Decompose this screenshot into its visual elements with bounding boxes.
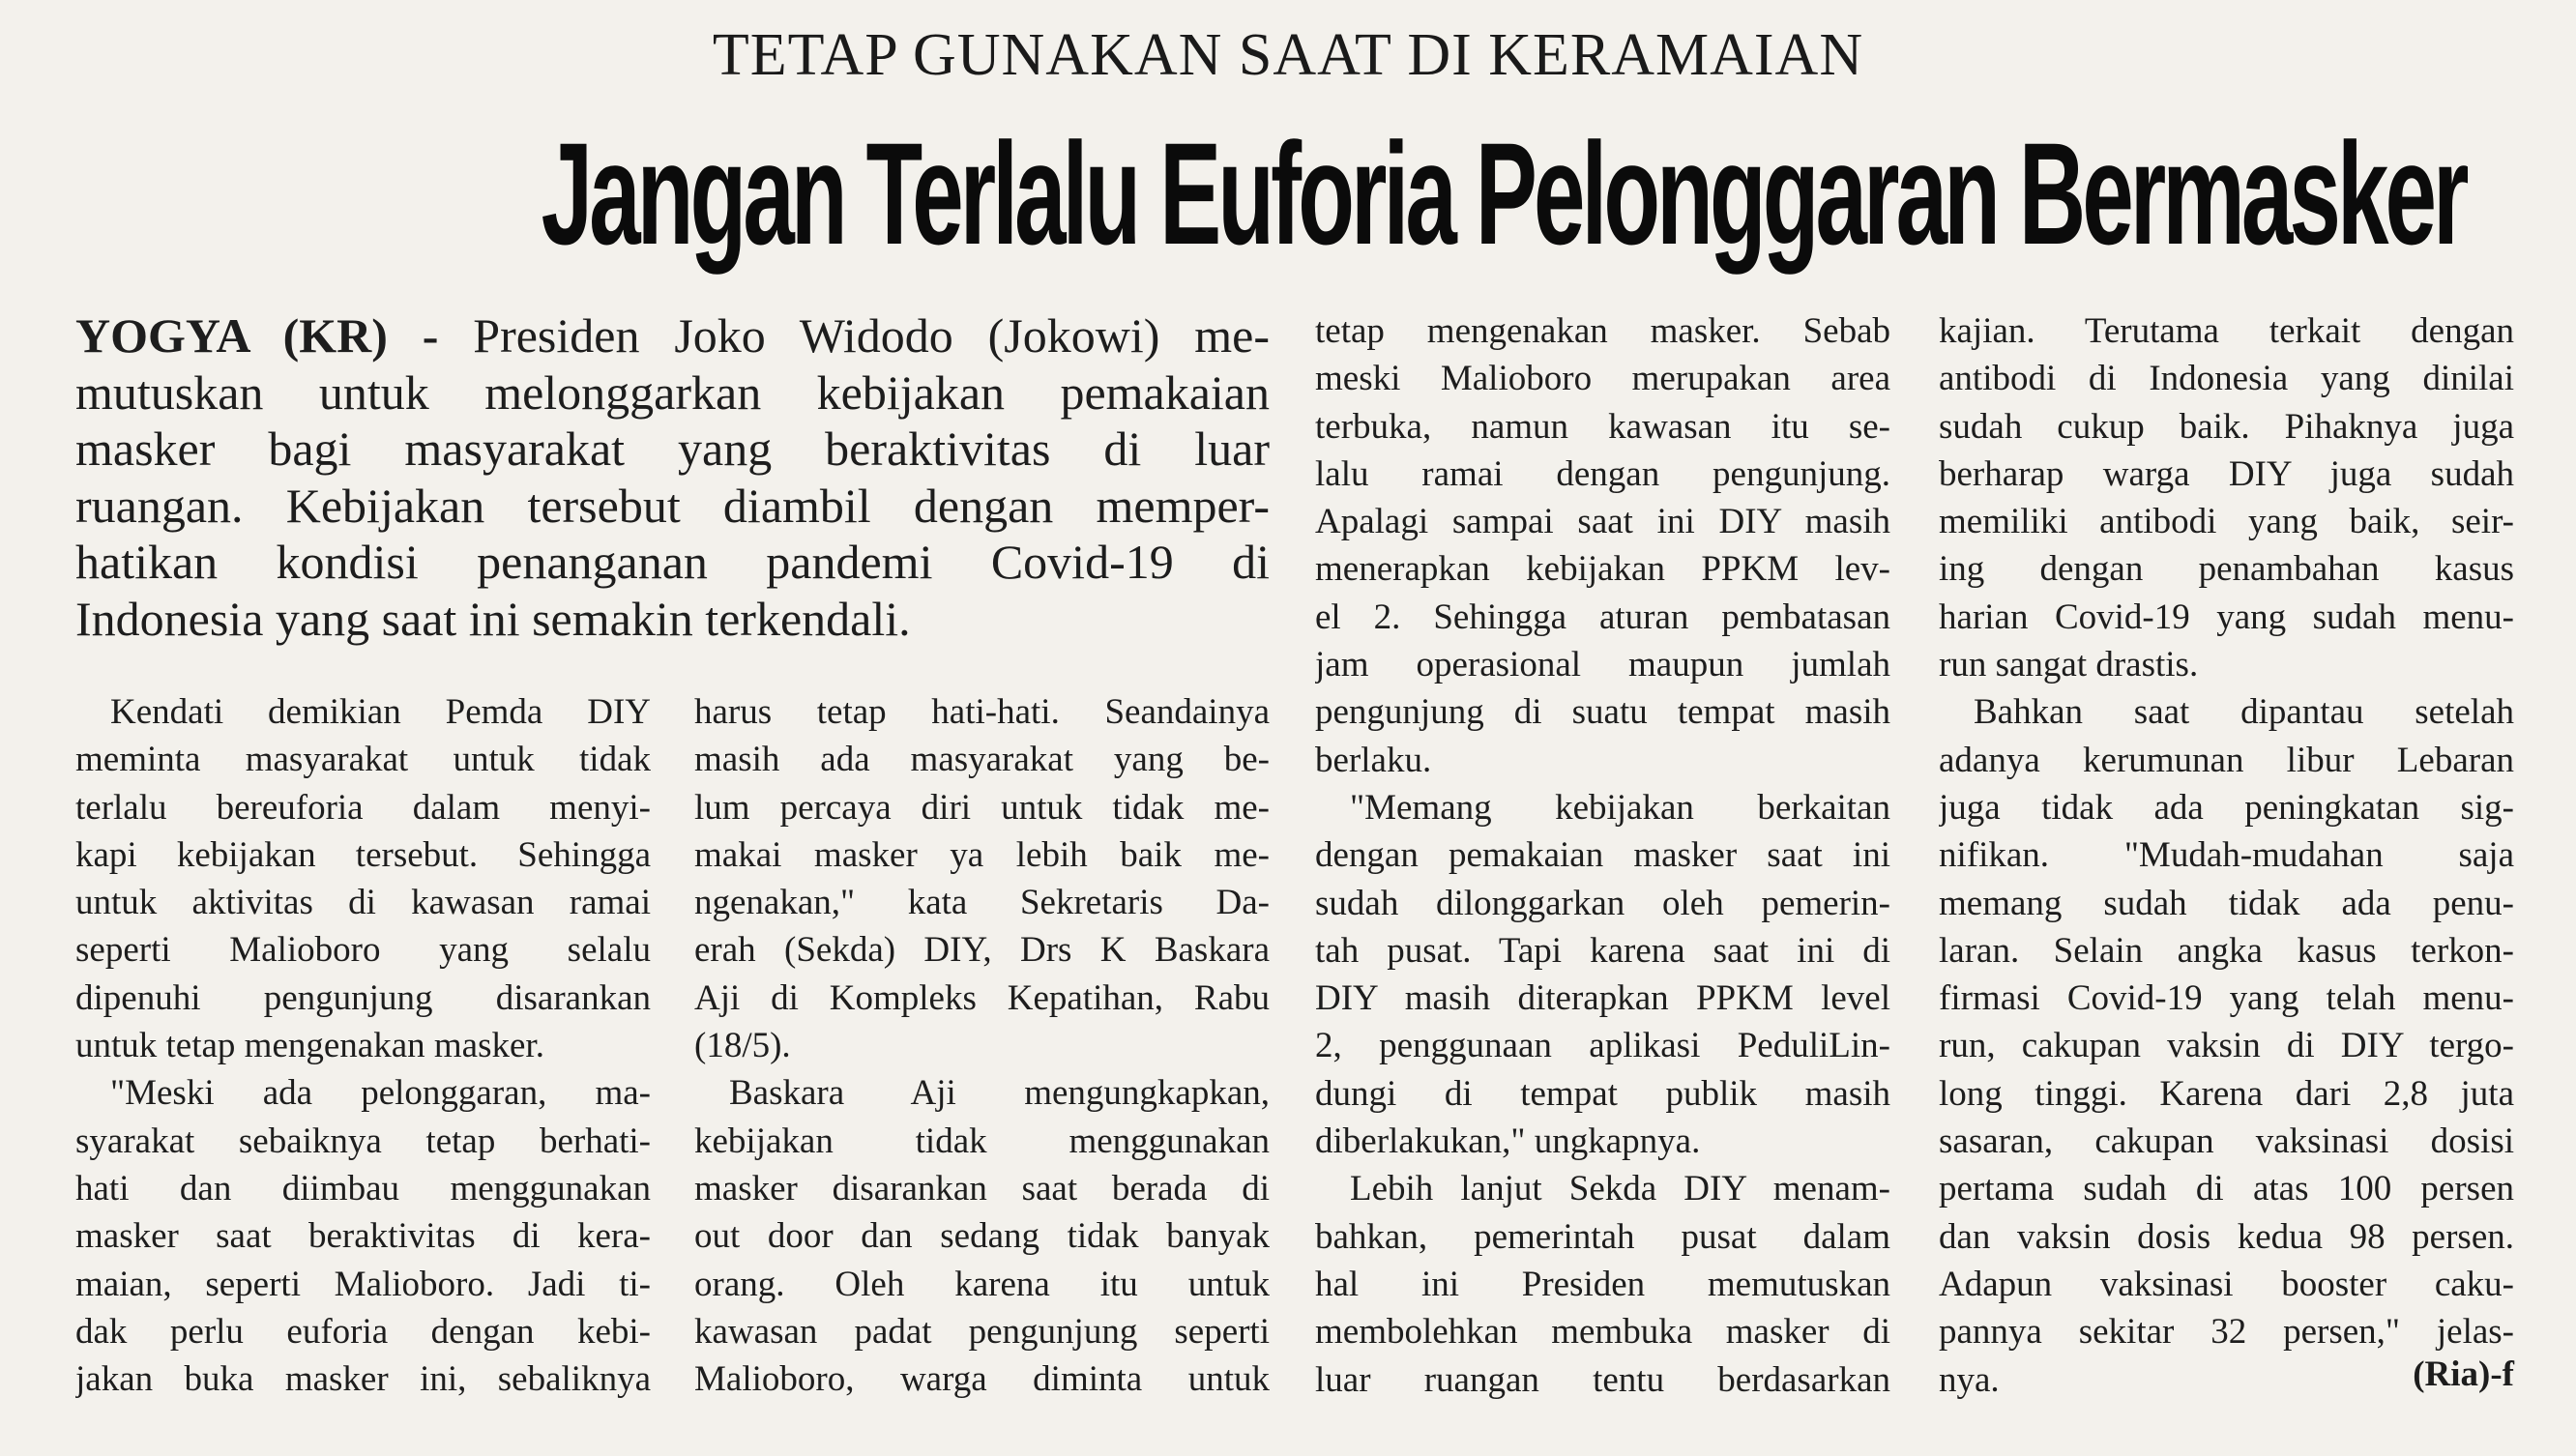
text-line: makai masker ya lebih baik me- bbox=[694, 834, 1270, 875]
text-line: Apalagi sampai saat ini DIY masih bbox=[1315, 502, 1890, 542]
text-line: Baskara Aji mengungkapkan, bbox=[729, 1073, 1270, 1114]
text-line: membolehkan membuka masker di bbox=[1315, 1312, 1890, 1353]
text-line: berharap warga DIY juga sudah bbox=[1939, 453, 2514, 494]
text-line: hal ini Presiden memutuskan bbox=[1315, 1264, 1890, 1304]
text-line: terbuka, namun kawasan itu se- bbox=[1315, 406, 1890, 447]
text-line: ing dengan penambahan kasus bbox=[1939, 549, 2514, 590]
text-line: seperti Malioboro yang selalu bbox=[75, 930, 651, 971]
text-line: dan vaksin dosis kedua 98 persen. bbox=[1939, 1216, 2514, 1257]
column-2 bbox=[694, 688, 1270, 1403]
text-line: out door dan sedang tidak banyak bbox=[694, 1216, 1270, 1257]
text-line: laran. Selain angka kasus terkon- bbox=[1939, 930, 2514, 971]
text-line: juga tidak ada peningkatan sig- bbox=[1939, 787, 2514, 828]
text-line: antibodi di Indonesia yang dinilai bbox=[1939, 359, 2514, 399]
text-line: untuk aktivitas di kawasan ramai bbox=[75, 883, 651, 923]
text-line: adanya kerumunan libur Lebaran bbox=[1939, 740, 2514, 780]
text-line: "Meski ada pelonggaran, ma- bbox=[110, 1073, 651, 1114]
text-line: harus tetap hati-hati. Seandainya bbox=[694, 692, 1270, 732]
text-line: "Memang kebijakan berkaitan bbox=[1350, 787, 1890, 828]
text-line: luar ruangan tentu berdasarkan bbox=[1315, 1359, 1890, 1400]
lead-line bbox=[75, 307, 1270, 364]
text-line: bahkan, pemerintah pusat dalam bbox=[1315, 1216, 1890, 1257]
byline-signoff: (Ria)-f bbox=[2413, 1354, 2514, 1394]
text-line: masker saat beraktivitas di kera- bbox=[75, 1216, 651, 1257]
text-line: lalu ramai dengan pengunjung. bbox=[1315, 453, 1890, 494]
text-line: run, cakupan vaksin di DIY tergo- bbox=[1939, 1026, 2514, 1066]
text-line: Aji di Kompleks Kepatihan, Rabu bbox=[694, 977, 1270, 1018]
text-line: kajian. Terutama terkait dengan bbox=[1939, 311, 2514, 351]
text-line: 2, penggunaan aplikasi PeduliLin- bbox=[1315, 1026, 1890, 1066]
lead-line: Indonesia yang saat ini semakin terkendali. bbox=[75, 591, 911, 646]
column-3 bbox=[1315, 307, 1890, 1404]
text-line: nifikan. "Mudah-mudahan saja bbox=[1939, 835, 2514, 876]
text-line: diberlakukan," ungkapnya. bbox=[1315, 1121, 1701, 1162]
dateline: YOGYA (KR) - bbox=[75, 308, 439, 363]
text-line: kawasan padat pengunjung seperti bbox=[694, 1311, 1270, 1352]
lead-line: ruangan. Kebijakan tersebut diambil dengan memper- bbox=[75, 478, 1270, 533]
text-line: Adapun vaksinasi booster caku- bbox=[1939, 1264, 2514, 1304]
text-line: sasaran, cakupan vaksinasi dosisi bbox=[1939, 1121, 2514, 1162]
text-line: syarakat sebaiknya tetap berhati- bbox=[75, 1121, 651, 1161]
text-line: Malioboro, warga diminta untuk bbox=[694, 1359, 1270, 1400]
column-4 bbox=[1939, 307, 2514, 1404]
text-line: masker disarankan saat berada di bbox=[694, 1168, 1270, 1208]
text-line: kebijakan tidak menggunakan bbox=[694, 1121, 1270, 1161]
text-line: orang. Oleh karena itu untuk bbox=[694, 1264, 1270, 1304]
text-line: meminta masyarakat untuk tidak bbox=[75, 740, 651, 780]
text-line: pengunjung di suatu tempat masih bbox=[1315, 692, 1890, 733]
text-line: Kendati demikian Pemda DIY bbox=[110, 692, 651, 732]
text-line: (18/5). bbox=[694, 1026, 791, 1066]
text-line: long tinggi. Karena dari 2,8 juta bbox=[1939, 1073, 2514, 1114]
headline bbox=[0, 106, 2576, 280]
text-line: dak perlu euforia dengan kebi- bbox=[75, 1311, 651, 1352]
text-line: erah (Sekda) DIY, Drs K Baskara bbox=[694, 930, 1270, 971]
text-line: sudah cukup baik. Pihaknya juga bbox=[1939, 406, 2514, 447]
text-line: tetap mengenakan masker. Sebab bbox=[1315, 311, 1890, 351]
text-line: nya. bbox=[1939, 1359, 2000, 1400]
text-line: ngenakan," kata Sekretaris Da- bbox=[694, 883, 1270, 923]
text-line: Bahkan saat dipantau setelah bbox=[1974, 692, 2514, 733]
text-line: firmasi Covid-19 yang telah menu- bbox=[1939, 978, 2514, 1019]
text-line: sudah dilonggarkan oleh pemerin- bbox=[1315, 883, 1890, 923]
column-1 bbox=[75, 688, 651, 1403]
text-line: memiliki antibodi yang baik, seir- bbox=[1939, 502, 2514, 542]
text-line: pertama sudah di atas 100 persen bbox=[1939, 1169, 2514, 1209]
lead-line: hatikan kondisi penanganan pandemi Covid-19 di bbox=[75, 535, 1270, 589]
text-line: pannya sekitar 32 persen," jelas- bbox=[1939, 1312, 2514, 1353]
text-line: dungi di tempat publik masih bbox=[1315, 1073, 1890, 1114]
text-line: tah pusat. Tapi karena saat ini di bbox=[1315, 930, 1890, 971]
text-line: dengan pemakaian masker saat ini bbox=[1315, 835, 1890, 876]
lead-line: masker bagi masyarakat yang beraktivitas di luar bbox=[75, 422, 1270, 476]
lead-line: mutuskan untuk melonggarkan kebijakan pemakaian bbox=[75, 364, 1270, 420]
text-line: meski Malioboro merupakan area bbox=[1315, 359, 1890, 399]
text-line: run sangat drastis. bbox=[1939, 645, 2199, 685]
text-line: el 2. Sehingga aturan pembatasan bbox=[1315, 597, 1890, 637]
text-line: DIY masih diterapkan PPKM level bbox=[1315, 978, 1890, 1019]
kicker: TETAP GUNAKAN SAAT DI KERAMAIAN bbox=[712, 22, 1864, 88]
lead-text: Presiden Joko Widodo (Jokowi) me- bbox=[438, 308, 1270, 363]
text-line: menerapkan kebijakan PPKM lev- bbox=[1315, 549, 1890, 590]
text-line: masih ada masyarakat yang be- bbox=[694, 740, 1270, 780]
text-line: dipenuhi pengunjung disarankan bbox=[75, 977, 651, 1018]
headline-text: Jangan Terlalu Euforia Pelonggaran Bermasker bbox=[541, 112, 2466, 275]
text-line: harian Covid-19 yang sudah menu- bbox=[1939, 597, 2514, 637]
text-line: berlaku. bbox=[1315, 740, 1432, 780]
text-line: terlalu bereuforia dalam menyi- bbox=[75, 787, 651, 828]
lead-paragraph bbox=[75, 307, 1270, 647]
text-line: Lebih lanjut Sekda DIY menam- bbox=[1350, 1169, 1890, 1209]
text-line: jakan buka masker ini, sebaliknya bbox=[75, 1359, 651, 1400]
text-line: hati dan diimbau menggunakan bbox=[75, 1168, 651, 1208]
text-line: maian, seperti Malioboro. Jadi ti- bbox=[75, 1264, 651, 1304]
text-line: jam operasional maupun jumlah bbox=[1315, 645, 1890, 685]
text-line: lum percaya diri untuk tidak me- bbox=[694, 787, 1270, 828]
text-line: kapi kebijakan tersebut. Sehingga bbox=[75, 834, 651, 875]
text-line: untuk tetap mengenakan masker. bbox=[75, 1026, 544, 1066]
text-line: memang sudah tidak ada penu- bbox=[1939, 883, 2514, 923]
